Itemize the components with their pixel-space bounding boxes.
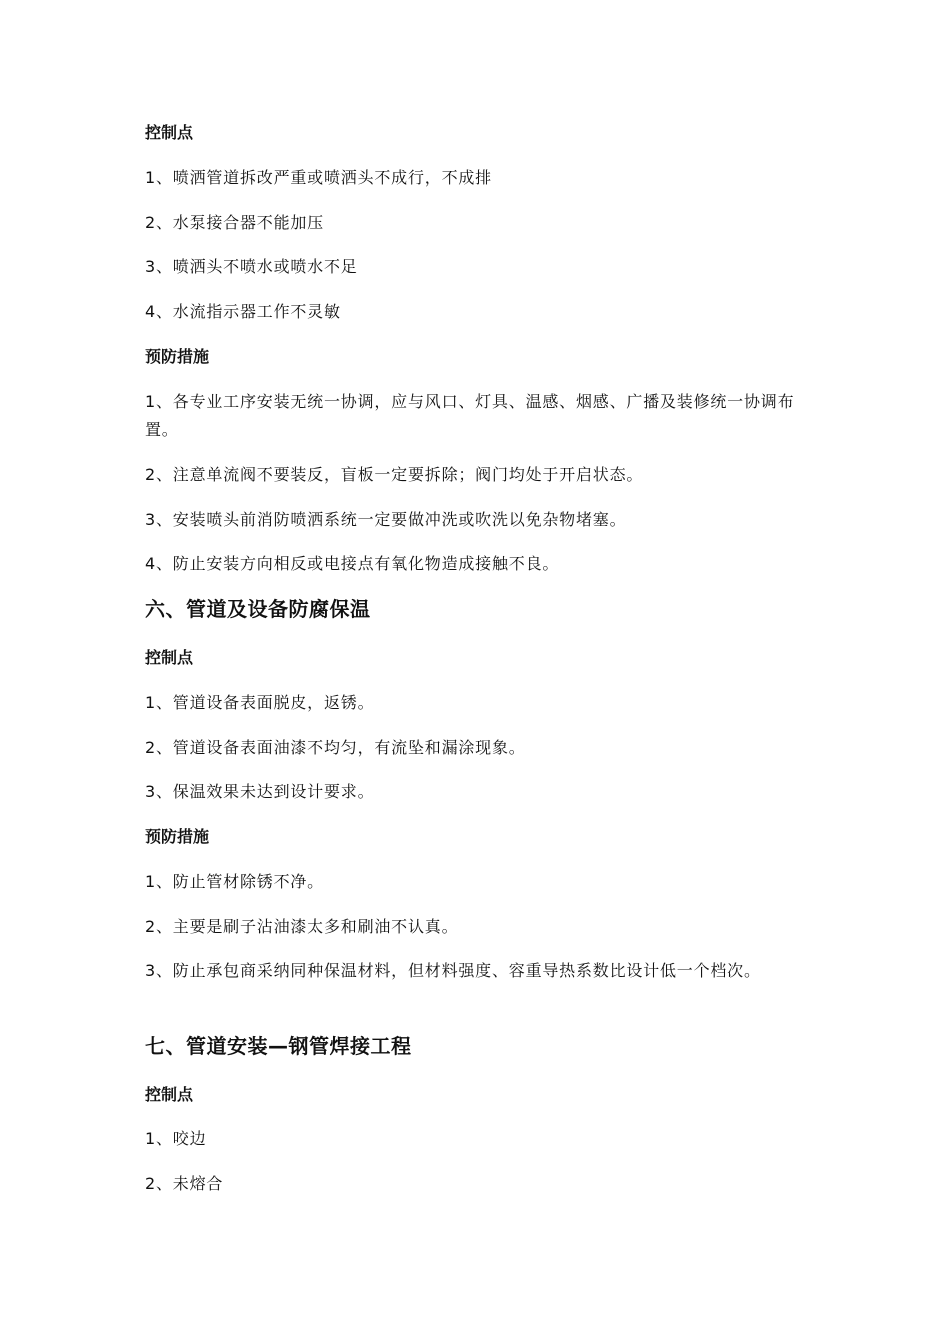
- control-item: 2、管道设备表面油漆不均匀，有流坠和漏涂现象。: [145, 738, 526, 757]
- prevention-item: 4、防止安装方向相反或电接点有氧化物造成接触不良。: [145, 554, 560, 573]
- section-heading: 六、管道及设备防腐保温: [145, 597, 371, 621]
- control-item: 1、喷洒管道拆改严重或喷洒头不成行，不成排: [145, 168, 492, 187]
- control-points-label: 控制点: [145, 123, 194, 142]
- control-item: 3、保温效果未达到设计要求。: [145, 782, 375, 801]
- prevention-item: 3、防止承包商采纳同种保温材料，但材料强度、容重导热系数比设计低一个档次。: [145, 961, 761, 980]
- control-item: 4、水流指示器工作不灵敏: [145, 302, 341, 321]
- prevention-item: 2、主要是刷子沾油漆太多和刷油不认真。: [145, 917, 459, 936]
- prevention-item: 3、安装喷头前消防喷洒系统一定要做冲洗或吹洗以免杂物堵塞。: [145, 510, 627, 529]
- control-item: 3、喷洒头不喷水或喷水不足: [145, 257, 358, 276]
- prevention-item: 1、防止管材除锈不净。: [145, 872, 324, 891]
- control-item: 1、咬边: [145, 1129, 207, 1148]
- prevention-item: 2、注意单流阀不要装反，盲板一定要拆除；阀门均处于开启状态。: [145, 465, 644, 484]
- control-points-label: 控制点: [145, 1085, 194, 1104]
- prevention-item: 1、各专业工序安装无统一协调，应与风口、灯具、温感、烟感、广播及装修统一协调布置。: [145, 392, 795, 439]
- control-item: 2、未熔合: [145, 1174, 224, 1193]
- control-item: 2、水泵接合器不能加压: [145, 213, 324, 232]
- prevention-measures-label: 预防措施: [145, 827, 210, 846]
- control-points-label: 控制点: [145, 648, 194, 667]
- prevention-measures-label: 预防措施: [145, 347, 210, 366]
- section-heading: 七、管道安装—钢管焊接工程: [145, 1034, 412, 1058]
- control-item: 1、管道设备表面脱皮，返锈。: [145, 693, 375, 712]
